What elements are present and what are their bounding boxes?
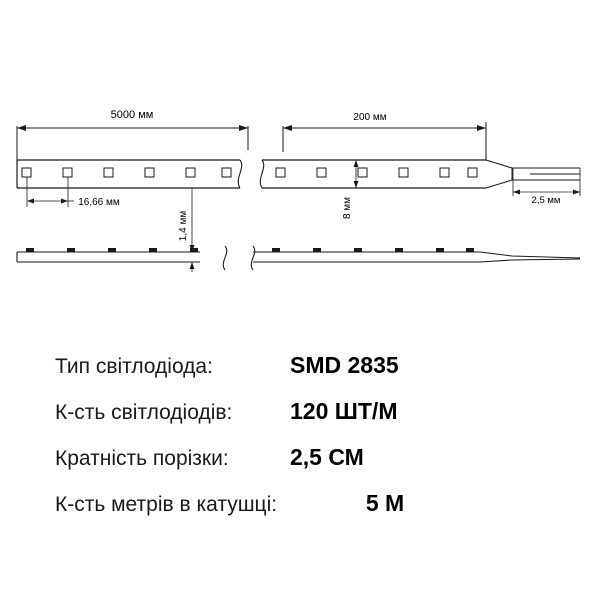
dimension-strip-thickness xyxy=(150,188,196,272)
spec-row-led-type xyxy=(0,352,600,398)
spec-label-led-type: Тип світлодіода: xyxy=(55,355,213,378)
dimension-led-pitch xyxy=(27,177,120,208)
strip-top-view-right xyxy=(262,160,486,188)
strip-side-view-left xyxy=(17,248,200,262)
spec-value-reel-length: 5 М xyxy=(365,490,405,516)
spec-value-cut-length: 2,5 СМ xyxy=(290,444,364,470)
spec-label-led-count: К-сть світлодіодів: xyxy=(55,401,233,424)
dimension-total-length-label: 5000 мм xyxy=(110,109,154,121)
dimension-segment-length-label: 200 мм xyxy=(353,112,387,123)
strip-top-view-left xyxy=(17,160,240,188)
dimension-strip-width-label: 8 мм xyxy=(342,196,353,220)
spec-row-led-count xyxy=(0,398,600,444)
spec-label-cut-length: Кратність порізки: xyxy=(55,447,229,470)
strip-side-view-right xyxy=(253,248,480,262)
spec-row-cut-length xyxy=(0,444,600,490)
spec-value-led-type: SMD 2835 xyxy=(290,352,399,378)
spec-label-reel-length: К-сть метрів в катушці: xyxy=(55,493,278,516)
break-symbol-side xyxy=(223,246,254,270)
dimension-strip-width xyxy=(342,160,359,219)
wire-leads-top-view xyxy=(486,160,580,188)
spec-value-led-count: 120 ШТ/М xyxy=(290,398,398,424)
dimension-segment-length xyxy=(283,112,486,160)
spec-row-reel-length xyxy=(0,490,600,536)
dimension-total-length xyxy=(17,109,248,168)
dimension-led-pitch-label: 16,66 мм xyxy=(78,197,120,208)
dimension-strip-thickness-label: 1,4 мм xyxy=(178,210,189,242)
dimension-wire-width-label: 2,5 мм xyxy=(531,195,561,206)
break-symbol-top xyxy=(238,160,263,188)
wire-leads-side-view xyxy=(480,252,580,262)
specification-table xyxy=(0,352,600,536)
